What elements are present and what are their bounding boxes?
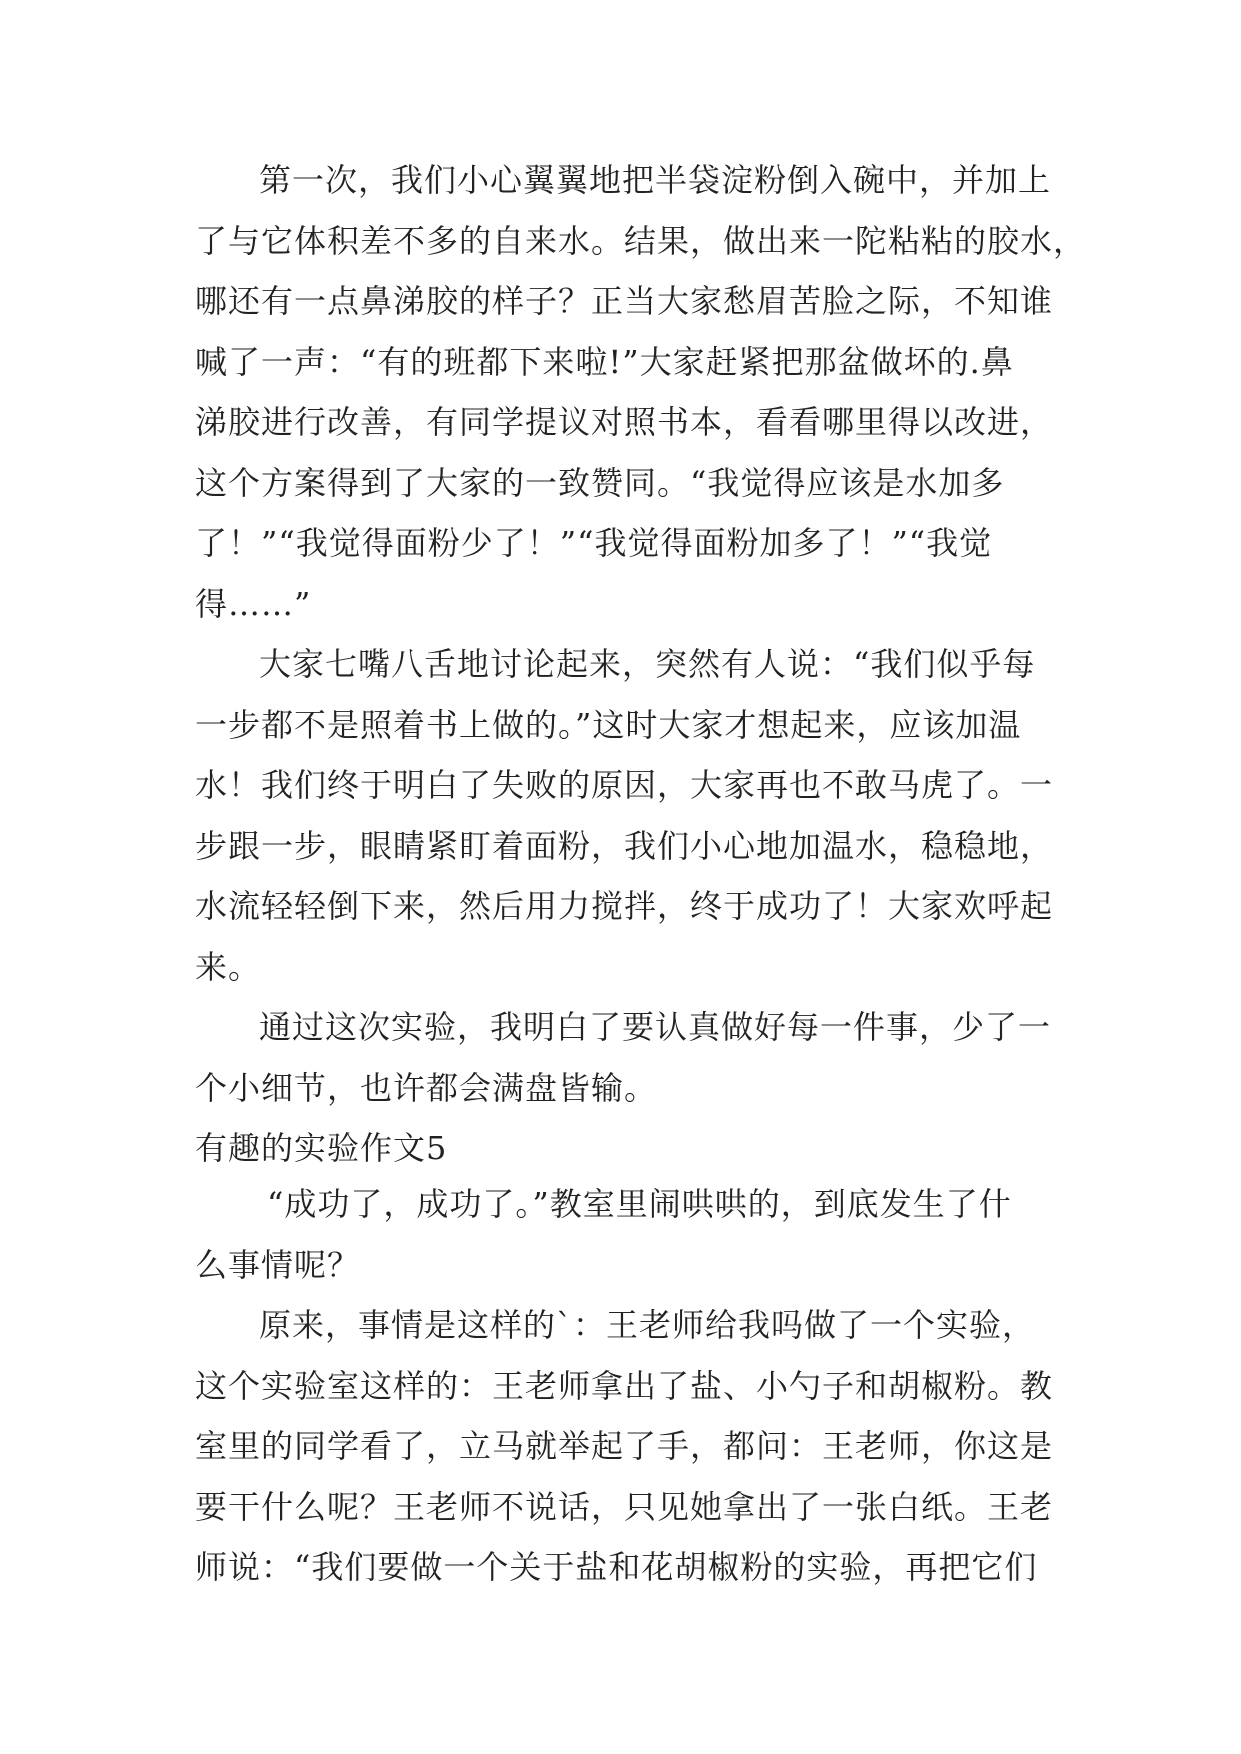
paragraph-line: “成功了，成功了。”教室里闹哄哄的，到底发生了什 bbox=[267, 1185, 1012, 1223]
document-page bbox=[195, 160, 1087, 1608]
paragraph-line: 么事情呢？ bbox=[195, 1245, 361, 1284]
paragraph-line: 大家七嘴八舌地讨论起来，突然有人说：“我们似乎每 bbox=[259, 645, 1036, 683]
paragraph-line: 通过这次实验，我明白了要认真做好每一件事，少了一 bbox=[259, 1008, 1052, 1046]
paragraph-line: 涕胶进行改善，有同学提议对照书本，看看哪里得以改进， bbox=[195, 403, 1054, 441]
paragraph-line: 原来，事情是这样的`：王老师给我吗做了一个实验， bbox=[259, 1306, 1036, 1344]
paragraph-line: 步跟一步，眼睛紧盯着面粉，我们小心地加温水，稳稳地， bbox=[195, 826, 1054, 865]
essay-title: 有趣的实验作文5 bbox=[195, 1129, 448, 1167]
paragraph-line: 一步都不是照着书上做的。”这时大家才想起来，应该加温 bbox=[195, 705, 1022, 744]
paragraph-line: 喊了一声：“有的班都下来啦!”大家赶紧把那盆做坏的.鼻 bbox=[195, 342, 1014, 381]
paragraph-line: 师说：“我们要做一个关于盐和花胡椒粉的实验，再把它们 bbox=[195, 1548, 1038, 1586]
paragraph-line: 了！”“我觉得面粉少了！”“我觉得面粉加多了！”“我觉 bbox=[195, 524, 993, 562]
paragraph-line: 个小细节，也许都会满盘皆输。 bbox=[195, 1068, 658, 1107]
paragraph-line: 要干什么呢？王老师不说话，只见她拿出了一张白纸。王老 bbox=[195, 1487, 1054, 1526]
paragraph-line: 了与它体积差不多的自来水。结果，做出来一陀粘粘的胶水， bbox=[195, 221, 1087, 260]
paragraph-line: 来。 bbox=[195, 947, 262, 986]
paragraph-line: 第一次，我们小心翼翼地把半袋淀粉倒入碗中，并加上 bbox=[259, 161, 1052, 199]
paragraph-line: 得……” bbox=[195, 584, 312, 623]
paragraph-line: 这个实验室这样的：王老师拿出了盐、小勺子和胡椒粉。教 bbox=[195, 1366, 1054, 1405]
paragraph-line: 室里的同学看了，立马就举起了手，都问：王老师，你这是 bbox=[195, 1427, 1054, 1465]
paragraph-line: 哪还有一点鼻涕胶的样子？正当大家愁眉苦脸之际，不知谁 bbox=[195, 282, 1054, 320]
paragraph-line: 水！我们终于明白了失败的原因，大家再也不敢马虎了。一 bbox=[195, 766, 1054, 804]
paragraph-line: 水流轻轻倒下来，然后用力搅拌，终于成功了！大家欢呼起 bbox=[195, 887, 1054, 925]
paragraph-line: 这个方案得到了大家的一致赞同。“我觉得应该是水加多 bbox=[195, 463, 1005, 502]
